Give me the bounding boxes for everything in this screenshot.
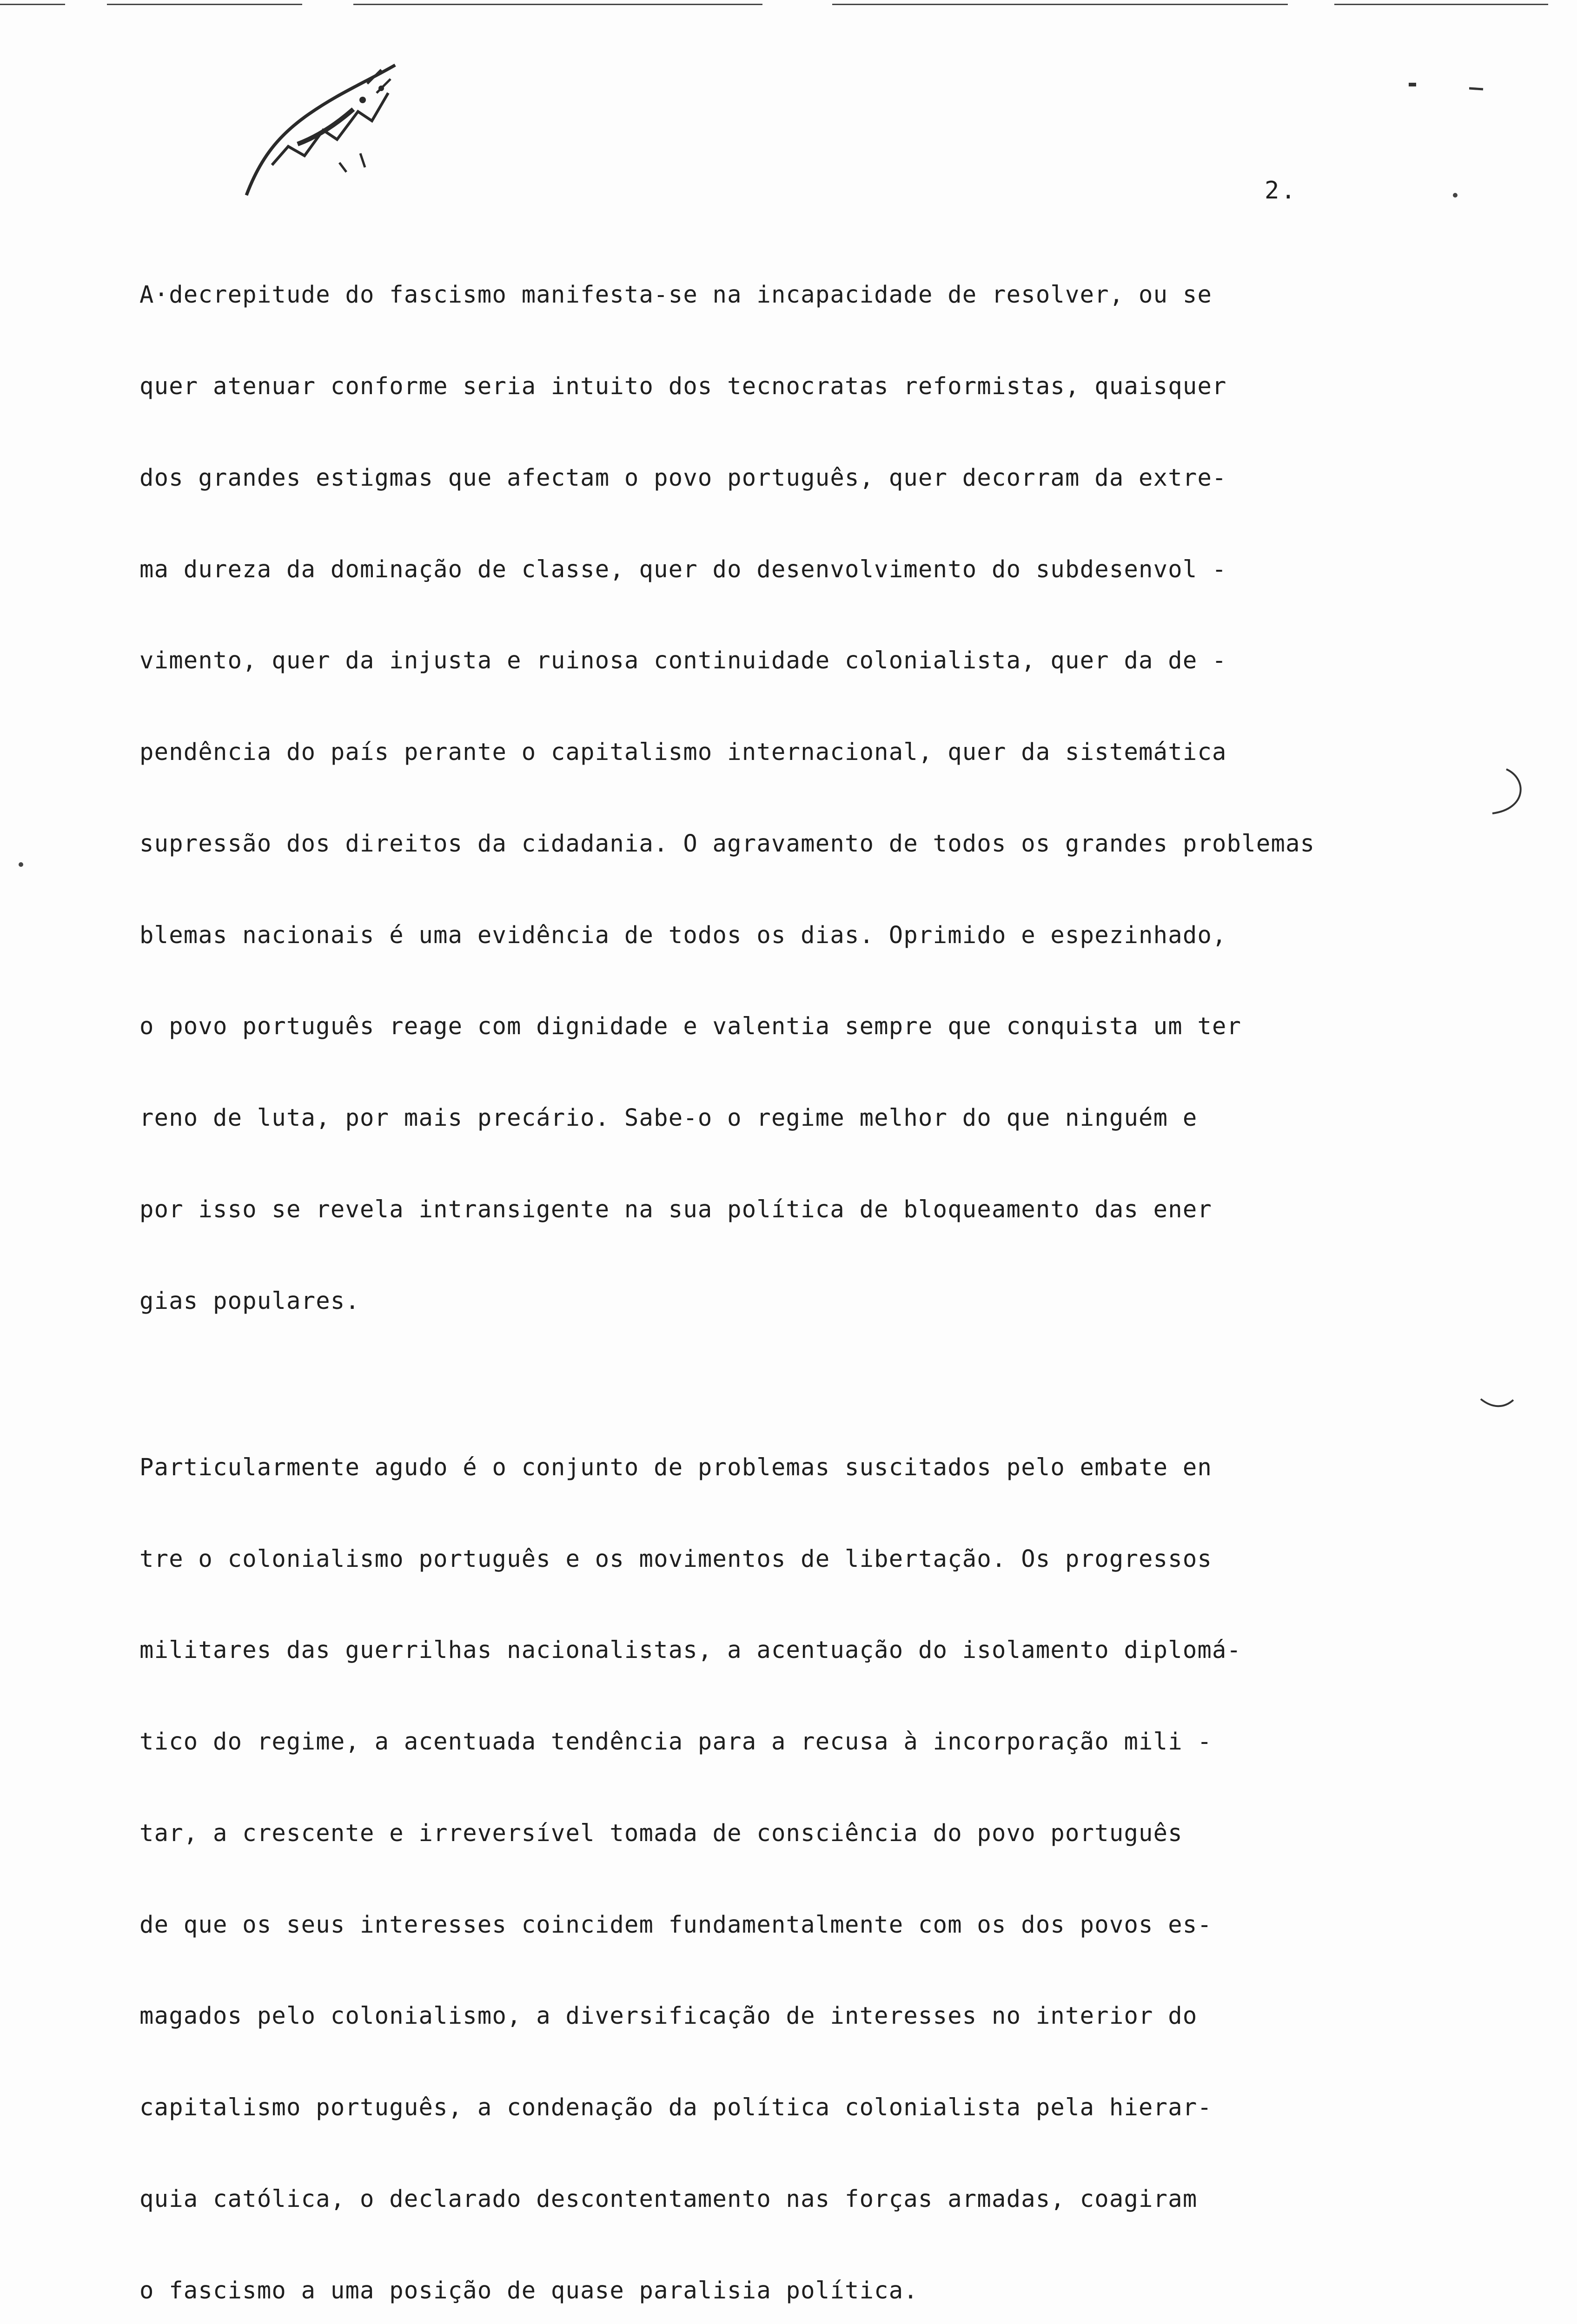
margin-speck [1409, 81, 1427, 88]
margin-dot [1451, 191, 1460, 200]
text-line: Particularmente agudo é o conjunto de problemas suscitados pelo embate en [139, 1453, 1213, 1481]
text-line: dos grandes estigmas que afectam o povo português, quer decorram da extre- [139, 463, 1227, 491]
text-line: capitalismo português, a condenação da política colonialista pela hierar- [139, 2093, 1213, 2121]
paragraph-2 [139, 1391, 1404, 2324]
text-line: gias populares. [139, 1287, 360, 1314]
text-line: quia católica, o declarado descontentamento nas forças armadas, coagiram [139, 2185, 1198, 2212]
text-line: quer atenuar conforme seria intuito dos tecnocratas reformistas, quaisquer [139, 372, 1227, 400]
text-line: militares das guerrilhas nacionalistas, a acentuação do isolamento diplomá- [139, 1636, 1242, 1664]
text-line: pendência do país perante o capitalismo internacional, quer da sistemática [139, 738, 1227, 766]
text-line: de que os seus interesses coincidem fundamentalmente com os dos povos es- [139, 1910, 1213, 1938]
handwritten-scribble-mark [228, 56, 404, 205]
scan-top-edge [0, 4, 1577, 7]
margin-dot-left [16, 860, 26, 869]
paragraph-1 [139, 218, 1404, 1377]
text-line: por isso se revela intransigente na sua política de bloqueamento das ener [139, 1195, 1213, 1223]
text-line: A·decrepitude do fascismo manifesta-se na incapacidade de resolver, ou se [139, 281, 1213, 309]
page-number: 2. [1265, 177, 1298, 205]
text-line: magados pelo colonialismo, a diversificação de interesses no interior do [139, 2002, 1198, 2030]
text-line: supressão dos direitos da cidadania. O agravamento de todos os grandes problemas [139, 829, 1315, 857]
text-line: tar, a crescente e irreversível tomada de consciência do povo português [139, 1819, 1183, 1847]
margin-curve-mark [1478, 1394, 1516, 1413]
text-line: tico do regime, a acentuada tendência para a recusa à incorporação mili - [139, 1728, 1213, 1756]
text-line: vimento, quer da injusta e ruinosa continuidade colonialista, quer da de - [139, 647, 1227, 674]
text-line: ma dureza da dominação de classe, quer do desenvolvimento do subdesenvol - [139, 555, 1227, 583]
text-line: o fascismo a uma posição de quase paralisia política. [139, 2276, 918, 2304]
text-line: o povo português reage com dignidade e valentia sempre que conquista um ter [139, 1012, 1242, 1040]
punch-hole-arc [1488, 767, 1530, 818]
text-line: blemas nacionais é uma evidência de todos os dias. Oprimido e espezinhado, [139, 921, 1227, 949]
margin-dash-mark [1469, 84, 1488, 93]
text-line: reno de luta, por mais precário. Sabe-o o regime melhor do que ninguém e [139, 1104, 1198, 1132]
text-line: tre o colonialismo português e os movimentos de libertação. Os progressos [139, 1545, 1213, 1572]
document-body [139, 218, 1404, 2324]
